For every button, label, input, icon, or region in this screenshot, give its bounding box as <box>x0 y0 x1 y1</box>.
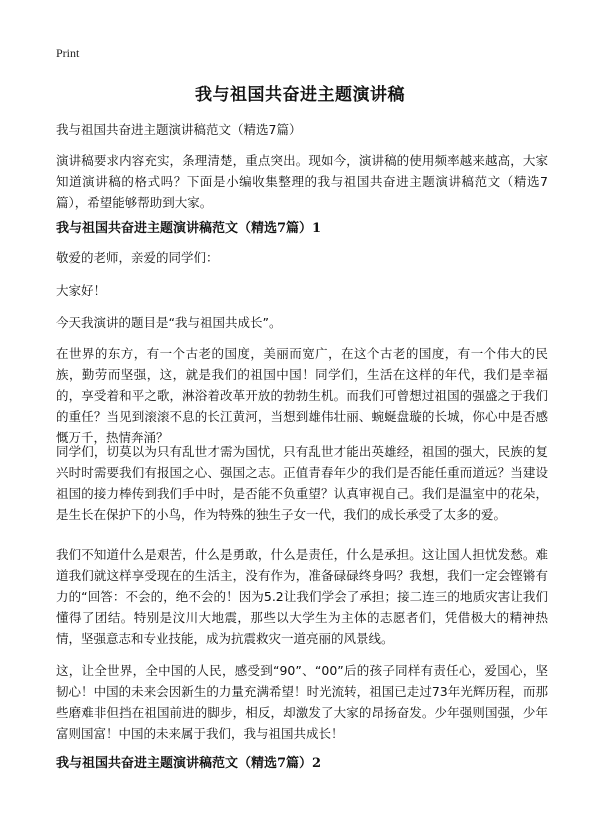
body-paragraph-3: 我们不知道什么是艰苦，什么是勇敢，什么是责任，什么是承担。这让国人担忧发愁。难道我们就这样享受现在的生活主，没有作为，准备碌碌终身吗？我想，我们一定会铿锵有力的“回答：不会的，绝不会的！因为5.2让我们学会了承担；接二连三的地质灾害让我们懂得了团结。特别是汶川大地震，那些以大学生为主体的志愿者们，凭借极大的精神热情，坚强意志和专业技能，成为抗震救灾一道亮丽的风景线。 <box>56 547 548 646</box>
section-2-heading: 我与祖国共奋进主题演讲稿范文（精选7篇）2 <box>56 756 322 771</box>
body-paragraph-1: 在世界的东方，有一个古老的国度，美丽而宽广，在这个古老的国度，有一个伟大的民族，勤劳而坚强，这，就是我们的祖国中国！同学们，生活在这样的年代，我们是幸福的，享受着和平之歌，淋浴着改革开放的勃勃生机。而我们可曾想过祖国的强盛之于我们的重任？当见到滚滚不息的长江黄河，当想到雄伟壮丽、蜿蜒盘璇的长城，你心中是否感慨万千，热情奔涌？ <box>56 346 548 445</box>
intro-paragraph: 演讲稿要求内容充实，条理清楚，重点突出。现如今，演讲稿的使用频率越来越高，大家知道演讲稿的格式吗？下面是小编收集整理的我与祖国共奋进主题演讲稿范文（精选7篇），希望能够帮助到大家。 <box>56 153 548 210</box>
document-subtitle: 我与祖国共奋进主题演讲稿范文（精选7篇） <box>56 122 302 137</box>
speech-topic: 今天我演讲的题目是“我与祖国共成长”。 <box>56 315 282 330</box>
print-label: Print <box>56 46 80 60</box>
body-paragraph-4: 这，让全世界，全中国的人民，感受到“90”、“00”后的孩子同样有责任心，爱国心，坚韧心！中国的未来会因新生的力量充满希望！时光流转，祖国已走过73年光辉历程，而那些磨难非但挡在祖国前进的脚步，相反，却激发了大家的昂扬奋发。少年强则国强，少年富则国富！中国的未来属于我们，我与祖国共成长！ <box>56 663 548 741</box>
greeting-everyone: 大家好！ <box>56 283 107 298</box>
greeting-teachers: 敬爱的老师，亲爱的同学们： <box>56 250 219 265</box>
page-title: 我与祖国共奋进主题演讲稿 <box>195 85 405 105</box>
body-paragraph-2: 同学们，切莫以为只有乱世才需为国忧，只有乱世才能出英雄经，祖国的强大，民族的复兴时时需要我们有报国之心、强国之志。正值青春年少的我们是否能任重而道远？当建设祖国的接力棒传到我们手中时，是否能不负重望？认真审视自己。我们是温室中的花朵，是生长在保护下的小鸟，作为特殊的独生子女一代，我们的成长承受了太多的爱。 <box>56 444 548 522</box>
section-1-heading: 我与祖国共奋进主题演讲稿范文（精选7篇）1 <box>56 221 322 236</box>
